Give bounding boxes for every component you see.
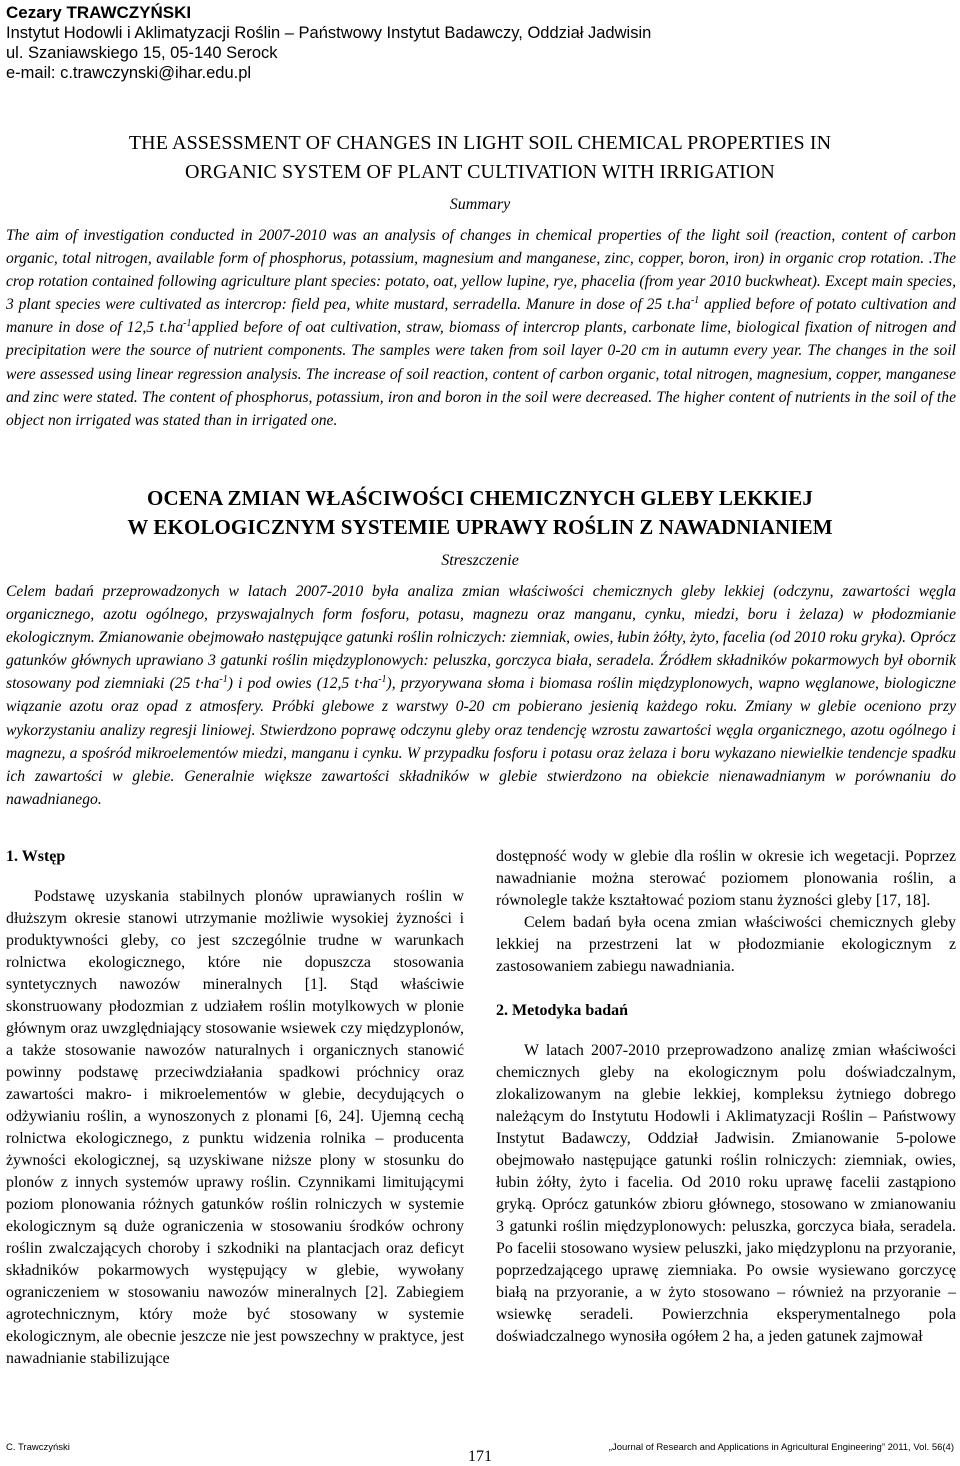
author-name: Cezary TRAWCZYŃSKI <box>6 3 192 22</box>
author-address: ul. Szaniawskiego 15, 05-140 Serock <box>6 44 278 62</box>
english-summary-text-2: applied before of potato cultivation and manure in dose of 12,5 t.ha <box>6 296 956 337</box>
polish-title-line-1: OCENA ZMIAN WŁAŚCIWOŚCI CHEMICZNYCH GLEBY LEKKIEJ <box>147 486 813 510</box>
author-block <box>6 3 651 83</box>
english-summary-text-3: applied before of oat cultivation, straw, biomass of intercrop plants, carbonate lime, biological fixation of nitrogen and precipitation were the source of nutrient components. The samples were taken from soil layer 0-20 cm in autumn every year. The changes in the soil were assessed using linear regression analysis. The increase of soil reaction, content of carbon organic, total nitrogen, magnesium, copper, manganese and zinc were stated. The content of phosphorus, potassium, iron and boron in the soil were decreased. The higher content of nutrients in the soil of the object non irrigated was stated than in irrigated one. <box>6 319 956 429</box>
page-number: 171 <box>468 1448 492 1465</box>
author-institute: Instytut Hodowli i Aklimatyzacji Roślin – Państwowy Instytut Badawczy, Oddział Jadwisin <box>6 24 652 42</box>
author-email[interactable]: e-mail: c.trawczynski@ihar.edu.pl <box>6 64 252 82</box>
polish-title <box>0 484 960 542</box>
section-1-paragraph: Podstawę uzyskania stabilnych plonów uprawianych roślin w dłuższym okresie stanowi utrzymanie możliwie wysokiej żyzności i produktywności gleby, co jest szczególnie trudne w warunkach rolnictwa ekologicznego, które nie dopuszcza stosowania syntetycznych nawozów mineralnych [1]. Stąd właściwie skonstruowany płodozmian z udziałem roślin motylkowych w plonie głównym oraz uwzględniający stosowanie wsiewek czy międzyplonów, a także stosowanie nawozów naturalnych i organicznych stanowić powinny podstawę przeciwdziałania spadkowi próchnicy oraz zawartości makro- i mikroelementów w glebie, decydujących o odżywianiu roślin, a wynoszonych z plonami [6, 24]. Ujemną cechą rolnictwa ekologicznego, z punktu widzenia rolnika – producenta żywności ekologicznej, są uzyskiwane niższe plony w stosunku do plonów z innych systemów uprawy roślin. Czynnikami limitującymi poziom plonowania różnych gatunków roślin rolniczych w systemie ekologicznym są duże ograniczenia w stosowaniu środków ochrony roślin zwalczających choroby i szkodniki na plantacjach oraz deficyt składników pokarmowych występujący w glebie, wywołany ograniczeniem w stosowaniu nawozów mineralnych [2]. Zabiegiem agrotechnicznym, który może być stosowany w systemie ekologicznym, ale obecnie jeszcze nie jest powszechny w praktyce, jest nawadnianie stabilizujące <box>6 888 464 1367</box>
footer-journal: „Journal of Research and Applications in Agricultural Engineering” 2011, Vol. 56(4) <box>608 1442 954 1453</box>
right-paragraph-2: Celem badań była ocena zmian właściwości chemicznych gleby lekkiej na przestrzeni lat w płodozmianie ekologicznym z zastosowaniem zabiegu nawadniania. <box>496 914 956 975</box>
footer-author: C. Trawczyński <box>6 1442 70 1453</box>
polish-summary-sup-2: -1 <box>378 674 387 686</box>
streszczenie-heading: Streszczenie <box>441 552 519 569</box>
polish-summary-sup-1: -1 <box>219 674 228 686</box>
polish-title-line-2: W EKOLOGICZNYM SYSTEMIE UPRAWY ROŚLIN Z NAWADNIANIEM <box>127 515 833 539</box>
right-paragraph-1: dostępność wody w glebie dla roślin w okresie ich wegetacji. Poprzez nawadnianie można sterować poziomem plonowania roślin, a równolegle także kształtować poziom stanu żyzności gleby [17, 18]. <box>496 848 956 909</box>
english-title-line-1: THE ASSESSMENT OF CHANGES IN LIGHT SOIL CHEMICAL PROPERTIES IN <box>128 132 832 154</box>
english-summary <box>6 224 956 432</box>
section-2-paragraph: W latach 2007-2010 przeprowadzono analizę zmian właściwości chemicznych gleby na ekologicznym polu doświadczalnym, zlokalizowanym na glebie lekkiej, kompleksu żytniego dobrego należącym do Instytutu Hodowli i Aklimatyzacji Roślin – Państwowy Instytut Badawczy, Oddział Jadwisin. Zmianowanie 5-polowe obejmowało następujące gatunki roślin rolniczych: ziemniak, owies, łubin żółty, żyto i facelia. Od 2010 roku uprawę facelii zastąpiono gryką. Oprócz gatunków zbioru głównego, stosowano w zmianowaniu 3 gatunki roślin międzyplonowych: peluszka, gorczyca biała, seradela. Po facelii stosowano wysiew peluszki, jako międzyplonu na przyoranie, poprzedzającego uprawę ziemniaka. Po owsie wysiewano gorczycę białą na przyoranie, a w żyto stosowano – również na przyoranie – wsiewkę seradeli. Powierzchnia eksperymentalnego pola doświadczalnego wynosiła ogółem 2 ha, a jeden gatunek zajmował <box>496 1042 956 1345</box>
english-summary-text-1: The aim of investigation conducted in 2007-2010 was an analysis of changes in chemical properties of the light soil (reaction, content of carbon organic, total nitrogen, available form of phosphorus, potassium, magnesium and manganese, zinc, copper, boron, iron) in organic crop rotation. .The crop rotation contained following agriculture plant species: potato, oat, yellow lupine, rye, phacelia (from year 2010 buckwheat). Except main species, 3 plant species were cultivated as intercrop: field pea, white mustard, serradella. Manure in dose of 25 t.ha <box>6 227 956 314</box>
english-summary-sup-2: -1 <box>183 318 192 330</box>
polish-summary <box>6 580 956 811</box>
polish-summary-text-3: ), przyorywana słoma i biomasa roślin międzyplonowych, wapno węglanowe, biologiczne wiązanie azotu oraz opad z atmosfery. Próbki glebowe z warstwy 0-20 cm pobierano jesienią każdego roku. Zmiany w glebie oceniono przy wykorzystaniu analizy regresji liniowej. Stwierdzono poprawę odczynu gleby oraz tendencję wzrostu zawartości węgla organicznego, azotu ogólnego i magnezu, a spośród mikroelementów miedzi, manganu i cynku. W przypadku fosforu i potasu oraz żelaza i boru wykazano niewielkie tendencje spadku ich zawartości w glebie. Generalnie większe zawartości składników w glebie stwierdzono na obiekcie nienawadnianym w porównaniu do nawadnianego. <box>6 675 956 808</box>
summary-heading: Summary <box>449 196 511 213</box>
right-column <box>496 846 956 1348</box>
section-2-heading: 2. Metodyka badań <box>496 1002 629 1019</box>
polish-summary-text-1: Celem badań przeprowadzonych w latach 2007-2010 była analiza zmian właściwości chemicznych gleby lekkiej (odczynu, zawartości węgla organicznego, azotu ogólnego, przyswajalnych form fosforu, potasu, magnezu oraz manganu, cynku, miedzi, boru i żelaza) w płodozmianie ekologicznym. Zmianowanie obejmowało następujące gatunki roślin rolniczych: ziemniak, owies, łubin żółty, żyto, facelia (od 2010 roku gryka). Oprócz gatunków głównych uprawiano 3 gatunki roślin międzyplonowych: peluszka, gorczyca biała, seradela. Źródłem składników pokarmowych był obornik stosowany pod ziemniaki (25 t·ha <box>6 583 956 693</box>
polish-summary-text-2: ) i pod owies (12,5 t·ha <box>227 675 379 693</box>
section-1-heading: 1. Wstęp <box>6 848 66 865</box>
english-title-line-2: ORGANIC SYSTEM OF PLANT CULTIVATION WITH IRRIGATION <box>185 161 775 183</box>
left-column <box>6 846 464 1370</box>
english-summary-sup-1: -1 <box>690 295 700 307</box>
english-title <box>0 129 960 187</box>
